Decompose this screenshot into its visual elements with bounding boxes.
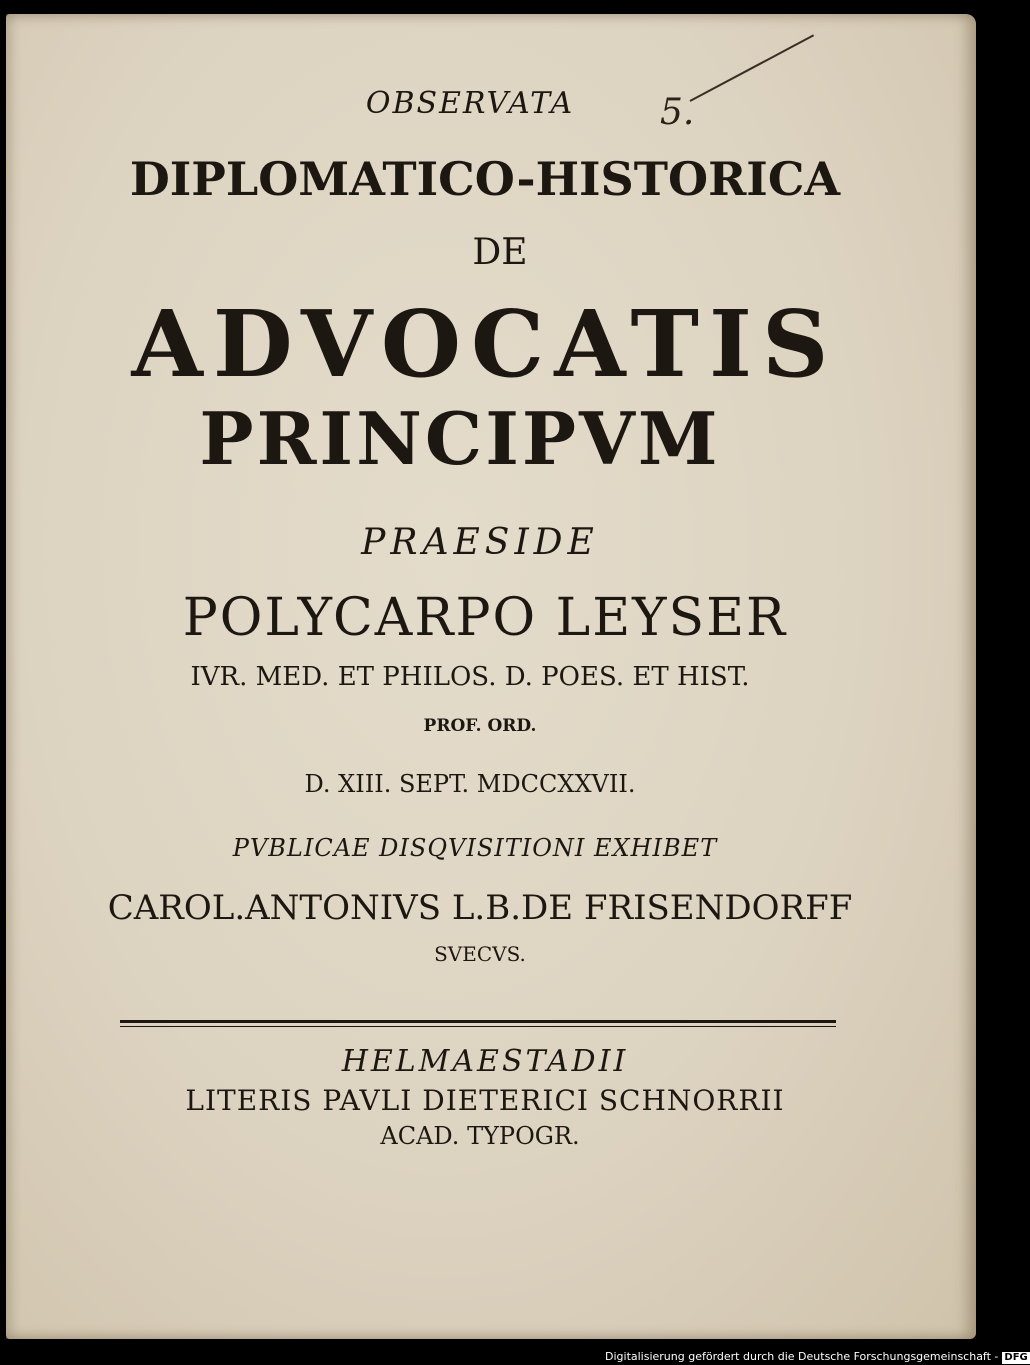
footer-text: Digitalisierung gefördert durch die Deutsche Forschungsgemeinschaft -: [605, 1350, 999, 1363]
dfg-logo: DFG: [1004, 1352, 1028, 1363]
title-observata: OBSERVATA: [365, 86, 575, 121]
title-carol-antonius: CAROL.ANTONIVS L.B.DE FRISENDORFF: [107, 888, 853, 928]
imprint-helmaestadii: HELMAESTADII: [341, 1044, 629, 1079]
title-advocatis: ADVOCATIS: [131, 290, 839, 398]
title-suecus: SVECVS.: [434, 942, 526, 966]
title-polycarpo-leyser: POLYCARPO LEYSER: [182, 588, 788, 648]
title-principum: PRINCIPVM: [199, 396, 721, 481]
divider-thick: [120, 1020, 836, 1023]
title-de: DE: [472, 232, 528, 273]
title-diplomatico-historica: DIPLOMATICO-HISTORICA: [129, 152, 841, 206]
title-ivr-med: IVR. MED. ET PHILOS. D. POES. ET HIST.: [190, 662, 750, 692]
imprint-literis: LITERIS PAVLI DIETERICI SCHNORRII: [185, 1084, 785, 1117]
title-praeside: PRAESIDE: [361, 522, 599, 563]
dfg-footer: [605, 1348, 1028, 1365]
title-date: D. XIII. SEPT. MDCCXXVII.: [304, 770, 636, 798]
divider-thin: [120, 1026, 836, 1027]
title-publicae: PVBLICAE DISQVISITIONI EXHIBET: [232, 834, 718, 862]
handwritten-number: 5.: [660, 92, 695, 133]
title-prof-ord: PROF. ORD.: [423, 716, 537, 736]
imprint-acad-typogr: ACAD. TYPOGR.: [380, 1122, 580, 1150]
